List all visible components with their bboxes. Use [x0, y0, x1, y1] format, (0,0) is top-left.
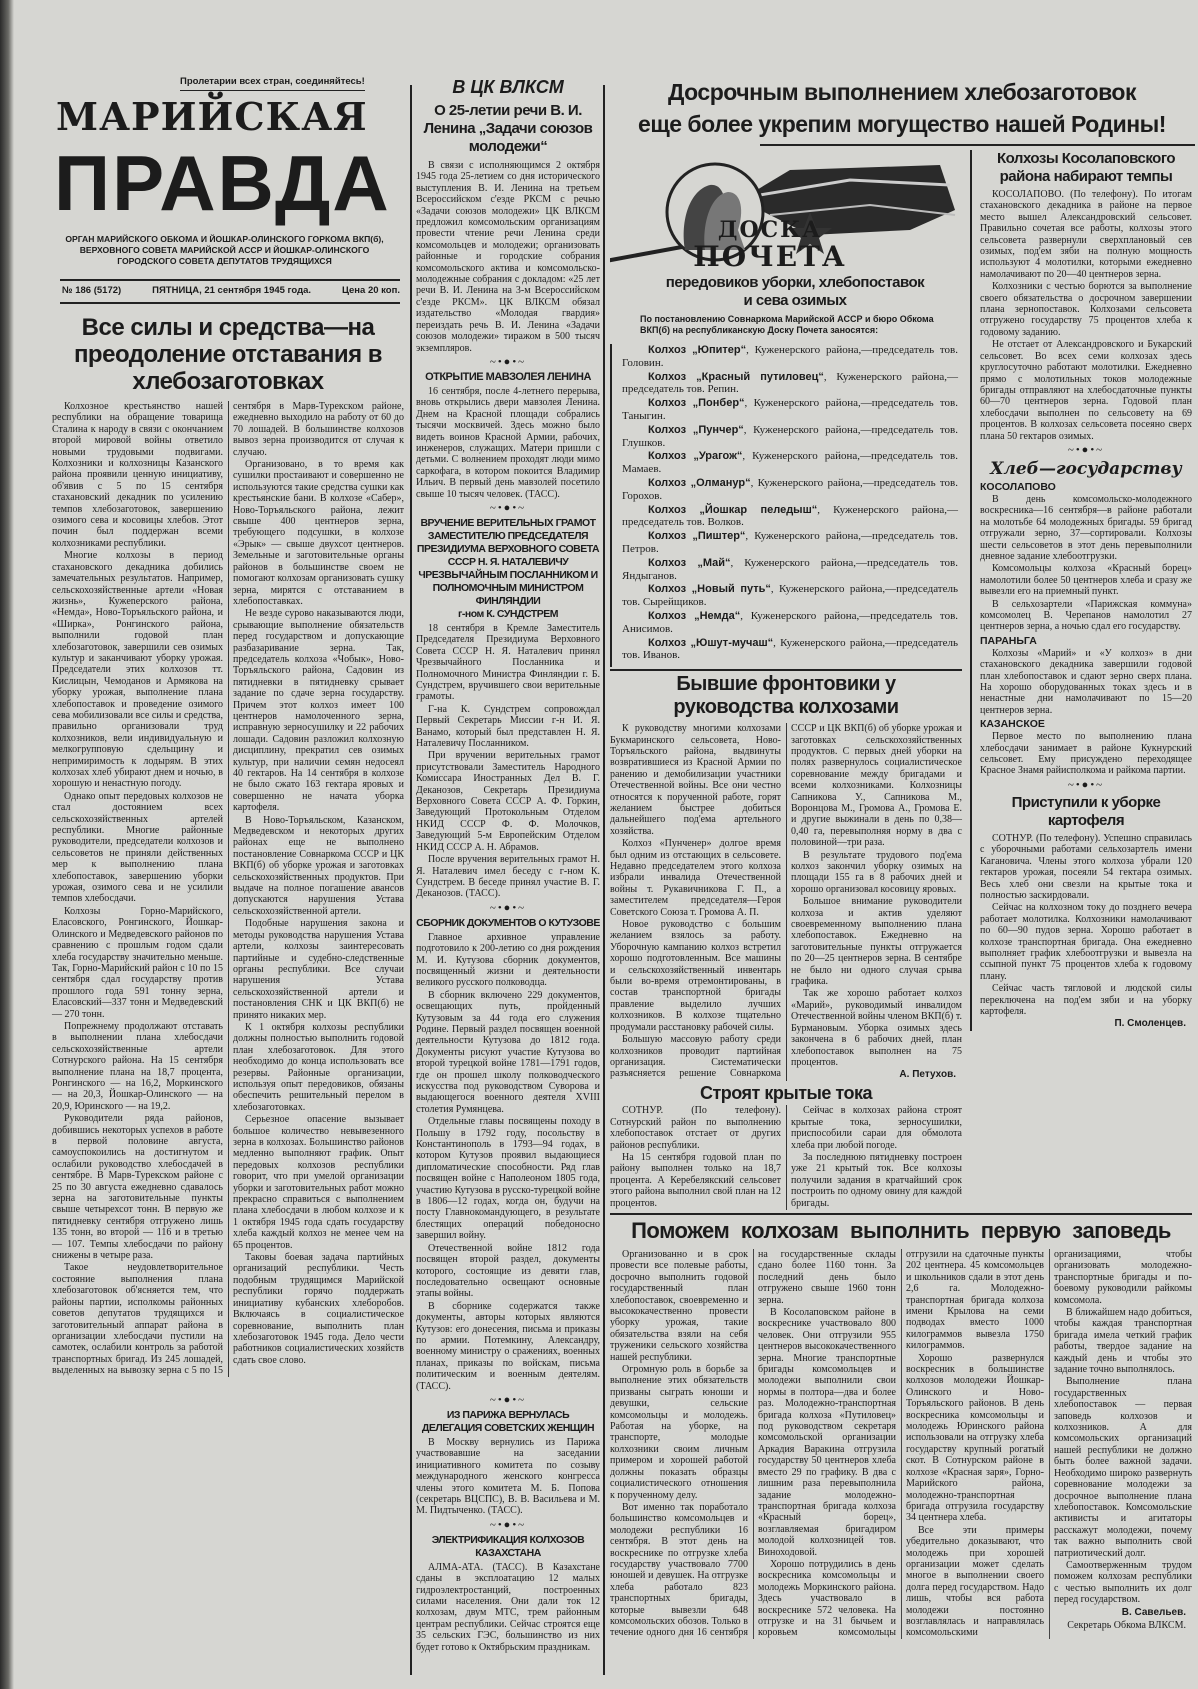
price: Цена 20 коп. [341, 285, 400, 296]
honor-board-list [610, 344, 962, 667]
kolkhoz-name: Колхоз „Май“ [648, 556, 731, 569]
paragraph: К руководству многими колхозами Букмаринского сельсовета, Ново-Торъяльского района, выдвинуты возвратившиеся из Красной Армии по ранению и демобилизации участники Отечественной войны. Все они честно относятся к порученной работе, горят желанием быстрее добиться дальнейшего под'ема артельного хозяйства. [610, 723, 781, 837]
kolkhoz-details: , Кужeнерского района,—председатель тов. Глушков. [622, 423, 959, 449]
paragraph: Хорошо развернулся воскресник в большинстве колхозов молодежи Йошкар-Олинского и Ново-Торъяльского районов. В день воскресника комсомольцы и молодежь Юринского района использовали на отгрузку хлеба государству крупный рогатый скот. В Сотнурском районе в колхозе «Красная заря», Горно-Марийского района, молодежно-транспортная бригада отгрузила государству 34 центнера хлеба. [906, 1352, 1044, 1524]
paragraph: Колхозное крестьянство нашей республики на обращение товарища Сталина к народу в связи с окончанием второй мировой войны ответило новыми трудовыми подвигами. Колхозники и колхозницы Казанского района проявили ценную инициативу, об'явив с 5 по 15 сентября стахановский декадник по усилению темпов хлебозаготовок, завершению озимого сева и косовицы хлебов. Этот почин был поддержан всеми колхозниками республики. [52, 401, 223, 549]
paragraph: Колхозы «Марий» и «У колхоз» в дни стахановского декадника завершили годовой план хлебопоставок и сдают зерно сверх плана. На хорошо оборудованных токах здесь и в ненастные дни намолачивают по 15—20 центнеров зерна. [980, 647, 1192, 716]
issue-number: № 186 (5172) [62, 285, 122, 296]
kolkhoz-name: Колхоз „Йошкар пеледыш“ [648, 503, 818, 516]
paragraph: Так же хорошо работает колхоз «Марий», руководимый инвалидом Отечественной войны членом ВКП(б) т. Бурмановым. Уборка озимых здесь закончена в 6 рабочих дней, план хлебопоставок выполнен на 75 процентов. [791, 988, 962, 1068]
paragraph: При вручении верительных грамот присутствовали Заместитель Народного Комиссара Иностранных Дел В. Г. Деканозов, Секретарь Президиума Верховного Совета СССР А. Ф. Горкин, Заведующий Протокольным Отделом НКИД СССР Ф. Ф. Молочков, Заведующий 5-м Европейским Отделом НКИД СССР А. Н. Абрамов. [416, 750, 600, 853]
paragraph: В сельхозартели «Парижская коммуна» комсомолец В. Черепанов намолотил 27 центнеров зерна, а ночью сдал его государству. [980, 598, 1192, 633]
article-body [610, 723, 962, 1081]
dateline: КАЗАНСКОЕ [980, 718, 1045, 731]
kolkhoz-name: Колхоз „Пунчер“ [648, 423, 744, 436]
kolkhoz-details: , Кужeнерского района,—председатель тов. Мамаев. [622, 450, 958, 476]
honor-board-entry [622, 557, 958, 583]
honor-board-entry [622, 450, 958, 476]
signature-name: В. Савельев. [1121, 1606, 1186, 1618]
paragraph: Новое руководство с большим желанием взялось за работу. Уборочную кампанию колхоз встретил хорошо подготовленным. Все машины и сельскохозяйственный инвентарь были во-время отремонтированы, в состав транспортной бригады правление выделило лучших колхозников. В колхозе тщательно продумали расстановку рабочей силы. [610, 919, 781, 1033]
paragraph: СОТНУР. (По телефону). Успешно справилась с уборочными работами сельхозартель имени Кагановича. Члены этого колхоза убрали 120 гектаров урожая, посеяли 54 гектара озимых. Весь хлеб они свезли на крытые тока и полностью заскирдовали. [980, 832, 1192, 901]
paragraph: Комсомольцы колхоза «Красный борец» намолотили более 50 центнеров хлеба и сразу же вывезли его на приемный пункт. [980, 563, 1192, 598]
paragraph: Большое внимание руководители колхоза и актив уделяют своевременному выполнению плана хлебопоставок. Ежедневно на заготовительные пункты отгружается по 20—25 центнеров зерна. В сентябре не было ни одного случая срыва графика. [791, 896, 962, 988]
article-title: Поможем колхозам выполнить первую заповедь [631, 1217, 1171, 1243]
paragraph: 18 сентября в Кремле Заместитель Председателя Президиума Верховного Совета СССР Н. Я. Наталевич принял Чрезвычайного Посланника и Полномочного Министра Финляндии г. Б. Сундстрем, вручившего свои верительные грамоты. [416, 622, 600, 703]
center-stack [610, 150, 962, 1210]
honor-board-subtitle: передовиков уборки, хлебопоставок и сева озимых [665, 274, 925, 309]
middle-column [416, 74, 600, 1654]
paragraph: В сборник включено 229 документов, освещающих путь, пройденный Кутузовым за 44 года его служения Родине. Первый раздел посвящен военной деятельности Кутузова до 1812 года. Документы рисуют участие Кутузова во второй турецкой войне 1781—1791 годов, где он прошел школу полководческого искусства под руководством Суворова и выдающегося военного деятеля XVIII столетия Румянцева. [416, 989, 600, 1115]
paragraph: Все эти примеры убедительно доказывают, что молодежь при хорошей организации может сделать многое в выполнении своего долга перед государством. Надо лишь, чтобы вся работа молодежи постоянно возглавлялась и направлялась комсомольскими организациями, чтобы организовать молодежно-транспортные бригады и по-боевому руководили райкомы комсомола. [906, 1248, 1192, 1639]
article-title: Строят крытые тока [699, 1083, 873, 1104]
kolkhoz-details: , Кужeнерского района,—председатель тов. Иванов. [622, 636, 958, 662]
column-rule [410, 85, 412, 1675]
paragraph: После вручения верительных грамот Н. Я. Наталевич имел беседу с г-ном К. Сундстрем. В беседе принял участие В. Г. Деканозов. (ТАСС). [416, 854, 600, 900]
article-title: Колхозы Косолаповского района набирают темпы [996, 150, 1176, 185]
paragraph: Однако опыт передовых колхозов не стал достоянием всех сельскохозяйственных артелей республики. Многие районные руководители, председатели колхозов и сельсоветов не приняли действенных мер к выполнению плана хлебопоставок, завершению уборки урожая, озимого сева и не усилили темпов хлебосдачи. [52, 790, 223, 905]
paragraph: Вот именно так поработало большинство комсомольцев и молодежи республики 16 сентября. В этот день на воскреснике по отгрузке хлеба государству участвовало 7700 юношей и девушек. На отгрузке хлеба работало 823 транспортных бригады, которые вывезли 648 комсомольских обозов. Только в течение одного дня 16 сентября на государственные склады сдано более 1160 тонн. За последний день было отгружено свыше 1960 тонн зерна. [610, 1248, 896, 1639]
paragraph: В день комсомольско-молодежного воскресника—16 сентября—в районе работали на молотьбе 64 молодежных бригады. 59 бригад отгружали зерно, 37—сортировали. Колхозы шести сельсоветов в этот день перевыполнили дневное задание хлебоотгрузки. [980, 493, 1192, 562]
kolkhoz-name: Колхоз „Юпитер“ [648, 344, 747, 356]
ornament: ~•●•~ [489, 501, 527, 514]
paragraph: Г-на К. Сундстрем сопровождал Первый Секретарь Миссии г-н И. Я. Ванамо, который был представлен Н. Я. Наталевичу Посланником. [416, 703, 600, 750]
column-rule [603, 85, 605, 1675]
honor-board-entry [622, 477, 958, 503]
right-section [610, 150, 1192, 1639]
paragraph: Выполнение плана государственных хлебопоставок — первая заповедь колхозов и колхозников. А для комсомольских организаций нашей республики не должно быть более важной задачи. Необходимо широко развернуть соревнование молодежи за досрочное выполнение плана хлебопоставок. Комсомольские активисты и агитаторы расскажут молодежи, почему так важно выполнить свой патриотический долг. [1054, 1376, 1192, 1559]
publisher-organ: ОРГАН МАРИЙСКОГО ОБКОМА И ЙОШКАР-ОЛИНСКОГО ГОРКОМА ВКП(б), ВЕРХОВНОГО СОВЕТА МАРИЙСКОЙ АССР И ЙОШКАР-ОЛИНСКОГО ГОРОДСКОГО СОВЕТА ДЕПУТАТОВ ТРУДЯЩИХСЯ [65, 234, 384, 266]
kolkhoz-name: Колхоз „Олмaнур“ [648, 476, 751, 489]
paragraph: Самоотверженным трудом поможем колхозам республики с честью выполнить их долг перед государством. [1054, 1559, 1192, 1606]
paragraph: Первое место по выполнению плана хлебосдачи занимает в районе Кукнурский сельсовет. Ему присуждено переходящее Красное Знамя райисполкома и райкома партии. [980, 731, 1192, 777]
threshing-floors-article [610, 1083, 962, 1210]
kolkhoz-details: , Кужeнерского района,—председатель тов. Головин. [622, 344, 958, 369]
honor-board-title-line2: ПОЧЕТА [693, 240, 847, 273]
first-commandment-article [610, 1213, 1192, 1639]
article-title: О 25-летии речи В. И. Ленина „Задачи союзов молодежи“ [423, 102, 593, 155]
paragraph: Такое неудовлетворительное состояние выполнения плана хлебозаготовок об'ясняется тем, что районы партии, исполкомы районных советов депутатов трудящихся и заготовительный аппарат района в организации хлебосдачи пустили на самотек, ослабили контроль за работой транспортных бригад. Из 245 лошадей, выделенных на вывозку зерна с 5 по 15 сентября в Марв-Турекском районе, ежедневно выходило на работу от 60 до 70 лошадей. В большинстве колхозов вывоз зерна производится от случая к случаю. [52, 401, 404, 1377]
article-title: ИЗ ПАРИЖА ВЕРНУЛАСЬ ДЕЛЕГАЦИЯ СОВЕТСКИХ ЖЕНЩИН [421, 1408, 595, 1434]
paragraph: В Косолаповском районе в воскреснике участвовало 800 человек. Они отгрузили 955 центнеров высококачественного зерна. Многие транспортные бригады комсомольцев и молодежи выполнили свои нормы в полтора—два и более раз. Молодежно-транспортная бригада колхоза «Путиловец» под руководством секретаря комсомольской организации Аркадия Варакина отгрузила государству 50 центнеров хлеба вместо 29 по графику. В два с лишним раза перевыполнила задание молодежно-транспортная бригада колхоза «Красный борец», возглавляемая бригадиром молодой колхозницей тов. Виноходовой. [758, 1307, 896, 1558]
honor-board [610, 150, 962, 667]
paragraph: В сборнике содержатся также документы, авторы которых являются Кутузов: его донесения, письма и приказы по армии. Потемкину, Александру, военному министру о сражениях, военных планах, приказы по войскам, письма политическим и военным деятелям. (ТАСС). [416, 1300, 600, 1392]
ornament: ~•●•~ [489, 901, 527, 914]
paragraph: В ближайшем надо добиться, чтобы каждая транспортная бригада имела четкий график работы, твердое задание на каждый день и чтобы это задание точно выполнялось. [1054, 1307, 1192, 1376]
honor-board-entry [622, 397, 958, 423]
paragraph: Попрежнему продолжают отставать в выполнении плана хлебосдачи сельскохозяйственные артели Сотнурского района. На 15 сентября выполнение плана на 18,7 процента, Ронгинского — на 16,2, Моркинского — на 20,3, Йошкар-Олинского — на 20,9, Юринского — на 19,2. [52, 1020, 223, 1112]
paragraph: Организованно и в срок провести все полевые работы, досрочно выполнить годовой государственный план хлебопоставок, своевременно и высококачественно провести уборку урожая, такие обязательства взяли на себя труженики сельского хозяйства нашей республики. [610, 1248, 748, 1363]
section-heading: В ЦК ВЛКСМ [452, 77, 564, 97]
signature-title: Секретарь Обкома ВЛКСМ. [1067, 1619, 1186, 1631]
paragraph: Главное архивное управление подготовило к 200-летию со дня рождения М. И. Кутузова сборник документов, посвященный жизни и деятельности великого русского полководца. [416, 931, 600, 989]
kolkhoz-details: , Кужeнерского района,—председатель тов. Волков. [622, 503, 958, 529]
paragraph: Многие колхозы в период стахановского декадника добились замечательных результатов. Например, сельскохозяйственные артели «Новая жизнь», Кужenерского района, «Немда», Ново-Торъяльского района, и «Шиpкa», Ронгинского района, выполнили годовой план хлебозаготовок, завершили сев озимых культур и заканчивают уборку урожая. Председатели этих колхозов тт. Кислицын, Чемоданов и Армякова на уборку урожая, выполнение плана хлебопоставок и проведение озимого сева мобилизовали все силы и средства, правильно организовали труд колхозников, вели индивидуальную и мелкогрупповую сдельщину и непримиримость к лодырям. В этих колхозах хлеб убирают днем и ночью, в хорошую и ненастную погоду. [52, 550, 223, 790]
honor-board-entry [622, 530, 958, 556]
article-body [980, 481, 1192, 777]
ornament: ~•●•~ [1067, 778, 1105, 791]
paragraph: АЛМА-АТА. (ТАСС). В Казахстане сданы в эксплоатацию 12 малых гидроэлектростанций, построенных силами населения. Они дали ток 12 колхозам, двум МТС, трем районным центрам республики. Сейчас строятся еще 35 сельских ГЭС, большинство из них будет готово к Октябрьским праздникам. [416, 1561, 600, 1653]
paragraph: В связи с исполняющимся 2 октября 1945 года 25-летием со дня исторического выступления В. И. Ленина на третьем Всероссийском с'езде РКСМ с речью «Задачи союзов молодежи» ЦК ВЛКСМ предложил комсомольским организациям провести чтение речи Ленина среди комсомольцев и молодежи; организовать районные и городские собрания комсомольского актива и комсомольско-молодежные собрания с докладом: «25 лет речи В. И. Ленина на 3-м Всероссийском с'езде РКСМ». ЦК ВЛКСМ обязал издательство «Молодая гвардия» переиздать речь В. И. Ленина «Задачи союзов молодежи» тиражом в 500 тысяч экземпляров. [416, 160, 600, 354]
honor-board-title [670, 218, 870, 272]
paragraph: В Москву вернулись из Парижа участвовавшие на заседании инициативного комитета по созыву международного женского конгресса члены этого комитета М. Б. Попова (секретарь ВЦСПС), В. В. Васильева и М. М. Пидтыченко. (ТАСС). [416, 1436, 600, 1517]
paragraph: Сейчас часть тягловой и людской силы переключена на под'ем зяби и на уборку картофеля. [980, 983, 1192, 1017]
kolkhoz-name: Колхоз „Новый путь“ [648, 583, 771, 596]
scan-edge [0, 0, 14, 1689]
paragraph: Не везде сурово наказываются люди, срывающие выполнение обязательств перед государством и допускающие разбазаривание зерна. Так, председатель колхоза «Чобык», Ново-Торъяльского района, Садовин из пятидневки в пятидневку срывает задание по сдаче зерна государству. Причем этот колхоз имеет 100 центнеров намолоченного зерна, исправную зерносушилку и 22 рабочих лошади. Садовин разложил колхозную дисциплину, прекратил сев озимых культур, при наличии семян недосеял 40 гектаров. На 14 сентября в колхозе не было сжато 163 гектара яровых и совершенно не начата уборка картофеля. [233, 608, 404, 814]
signature: А. Петухов. [899, 1069, 956, 1081]
paragraph: Сейчас на колхозном току до позднего вечера работает молотилка. Колхозники намолачивают по 60—90 пудов зерна. Хорошо работает в колхозе транспортная бригада. Она ежедневно выполняет график хлебоотгрузки и вывезла на ссыпной пункт 75 процентов хлеба к годовому плану. [980, 902, 1192, 982]
article-title: ОТКРЫТИЕ МАВЗОЛЕЯ ЛЕНИНА [425, 370, 591, 383]
kolkhoz-details: , Кужeнерского района,—председатель тов. Петров. [622, 530, 958, 555]
kolkhoz-name: Колхоз „Понбер“ [648, 397, 745, 410]
paragraph: Подобные нарушения закона и методы руководства нарушения Устава артели, колхозы заинтересовать партийные и судебно-следственные органы республики. Все случаи нарушения Устава сельскохозяйственной артели и постановления СНК и ЦК ВКП(б) не принято никаких мер. [233, 918, 404, 1021]
paragraph: К 1 октября колхозы республики должны полностью выполнить годовой план хлебозаготовок. Для этого необходимо до конца использовать все резервы. Районные организации, используя опыт передовиков, обязаны обеспечить решительный перелом в хлебозаготовках. [233, 1021, 404, 1113]
paragraph: Большую массовую работу среди колхозников проводит партийная организация. Систематически разъясняется решение Совнаркома СССР и ЦК ВКП(б) об уборке урожая и заготовках сельскохозяйственных продуктов. С первых дней уборки на полях развернулось социалистическое соревнование между бригадами и всеми колхозниками. Колхозницы Сапникова У., Сапникова М., Воронцова М., Громова А., Громова Е. и другие выжинали в день по 0,38—0,40 га, перевыполняя норму в два с половиной—три раза. [610, 723, 962, 1080]
paragraph: Хорошо потрудились в день воскресника комсомольцы и молодежь Моркинского района. Здесь участвовало в воскреснике 572 человека. На отгрузке и на 31 бычьем и коровьем комсомольцы отгрузили на сдаточные пункты 202 центнера. 45 комсомольцев и школьников сдали в этот день 2,6 га. Молодежно-транспортная бригада колхоза имени Крылова на семи подводах вместо 1000 килограммов вывезла 1750 килограммов. [758, 1248, 1044, 1639]
paragraph: Колхозники с честью борются за выполнение своего обязательства о досрочном завершении плана зернопоставок. Колхозами сельсовета отгружено государству 75 процентов хлеба к годовому заданию. [980, 281, 1192, 338]
divider [60, 279, 400, 281]
lead-article-title: Все силы и средства—на преодоление отставания в хлебозаготовках [73, 314, 383, 395]
lead-article-body [52, 401, 404, 1377]
dateline: ПАРАНЬГА [980, 634, 1037, 647]
kolkhoz-details: , Кужeнерского района,—председатель тов. Горохов. [622, 476, 958, 502]
honor-board-entry [622, 424, 958, 450]
right-column [970, 150, 1192, 1031]
banner-line-2: еще более укрепим могущество нашей Родины! [638, 111, 1166, 137]
ornament: ~•●•~ [489, 355, 527, 368]
kolkhoz-name: Колхоз „Пиштер“ [648, 530, 746, 543]
honor-board-entry [622, 583, 958, 609]
ornament: ~•●•~ [1067, 443, 1105, 456]
paragraph: Не отстает от Александровского и Букарский сельсовет. Во всех семи колхозах здесь круглосуточно работают молотилки. Ежедневно прямо с молотильных токов молодежные бригады отправляют на хлебосдаточные пункты 60—70 центнеров зерна. Годовой план хлебосдачи выполнен по сельсовету на 69 процентов. В колхозах сельсовета посеяно сверх плана 50 гектаров озимых. [980, 339, 1192, 442]
article-body [610, 1249, 1192, 1639]
kolkhoz-name: Колхоз „Юшут-мучаш“ [648, 636, 774, 649]
paragraph: В Ново-Торъяльском, Казанском, Медведевском и некоторых других районах еще не выполнено постановление Совнаркома СССР и ЦК ВКП(б) об уборке урожая и заготовках сельскохозяйственных продуктов. При выдаче на полное погашение авансов допускаются нарушения Устава сельскохозяйственной артели. [233, 814, 404, 917]
paragraph: КОСОЛАПОВО. (По телефону). По итогам стахановского декадника в районе на первое место вышел Александровский сельсовет. Правильно сочетая все работы, колхозы этого сельсовета развернули сверхплановый сев озимых, под'ем зяби на полную мощность используют 4 молотилки, которыми ежедневно намолачивают по 20—40 центнеров зерна. [980, 189, 1192, 280]
kolkhoz-name: Колхоз „Немда“ [648, 609, 741, 622]
slogan: Пролетарии всех стран, соединяйтесь! [180, 76, 365, 91]
ornament: ~•●•~ [489, 1393, 527, 1406]
article-title: Приступили к уборке картофеля [1011, 793, 1161, 829]
paragraph: Сейчас в колхозах района строят крытые тока, зерносушилки, приспособили сараи для обмолота хлеба при любой погоде. [791, 1105, 962, 1151]
lead-article [52, 312, 404, 1377]
paragraph: Руководители ряда районов, добившись некоторых успехов в работе в первой половине августа, самоуспокоились на достигнутом и ослабили руководство хлебосдачей в сентябре. В Марв-Турекском районе с 25 по 30 августа ежедневно сдавалось зерна на заготовительные пункты свыше четырехсот тонн. В первую же пятидневку сентября отгружено лишь 135 тонн, во второй — 116 и в третью — 107. Темпы хлебосдачи по району снижены в четыре раза. [52, 1113, 223, 1262]
honor-board-entry [622, 344, 958, 370]
dateline: КОСОЛАПОВО [980, 480, 1056, 493]
banner-headline [608, 76, 1196, 140]
honor-board-header [610, 150, 962, 344]
honor-board-entry [622, 610, 958, 636]
paragraph: Отечественной войне 1812 года посвящен второй раздел, документы которого, состоящие из девяти глав, последовательно освещают основные этапы войны. [416, 1242, 600, 1300]
issue-date: ПЯТНИЦА, 21 сентября 1945 года. [152, 285, 312, 296]
article-title: Хлеб—государству [990, 458, 1182, 479]
kolkhoz-details: , Кужeнерского района,—председатель тов. Яндыганов. [622, 556, 958, 582]
newspaper-title-line1: МАРИЙСКАЯ [56, 94, 368, 139]
honor-board-intro: По постановлению Совнаркома Марийской АССР и бюро Обкома ВКП(б) на республиканскую Доску Почета заносятся: [640, 314, 934, 335]
honor-board-entry [622, 371, 958, 397]
kolkhoz-name: Колхоз „Урагож“ [648, 450, 743, 463]
article-title: Бывшие фронтовики у руководства колхозами [673, 673, 899, 719]
paragraph: Огромную роль в борьбе за выполнение этих обязательств призваны сыграть юноши и девушки, сельские комсомольцы и молодежь. Работая на уборке, на транспорте, молодые колхозники своим личным примером и хорошей работой должны показать образцы социалистического отношения к порученному делу. [610, 1364, 748, 1501]
paragraph: СОТНУР. (По телефону). Сотнурский район по выполнению хлебопоставок отстает от других районов республики. [610, 1105, 781, 1151]
banner-line-1: Досрочным выполнением хлебозаготовок [667, 79, 1136, 105]
newspaper-title-line2: ПРАВДА [54, 139, 391, 227]
divider [60, 302, 400, 304]
article-title: СБОРНИК ДОКУМЕНТОВ О КУТУЗОВЕ [416, 916, 600, 929]
veterans-article [610, 669, 962, 1081]
article-subtitle: г-ном К. СУНДСТРЕМ [458, 607, 558, 620]
article-title: ЭЛЕКТРИФИКАЦИЯ КОЛХОЗОВ КАЗАХСТАНА [431, 1533, 585, 1559]
ornament: ~•●•~ [489, 1518, 527, 1531]
kolkhoz-details: , Кужeнерского района,—председатель тов. Репин. [622, 370, 958, 396]
issue-line [62, 285, 400, 297]
kolkhoz-name: Колхоз „Красный путиловец“ [648, 370, 824, 383]
paragraph: За последнюю пятидневку построен уже 21 крытый ток. Все колхозы получили задания в кратчайший срок построить по одному овину для каждой бригады. [791, 1151, 962, 1209]
paragraph: В результате трудового под'ема колхоз закончил уборку озимых на площади 155 га в 8 рабочих дней и хорошо организовал косовицу яровых. [791, 849, 962, 895]
honor-board-title-line1: ДОСКА [717, 217, 823, 243]
article-body [610, 1105, 962, 1210]
honor-board-entry [622, 504, 958, 530]
paragraph: На 15 сентября годовой план по району выполнен только на 18,7 процента. А Керебелякский сельсовет этого района выполнил свой план на 12 процентов. [610, 1151, 781, 1209]
kolkhoz-details: , Кужeнерского района,—председатель тов. Анисимов. [622, 609, 959, 635]
paragraph: Серьезное опасение вызывает большое количество невывезенного зерна в колхозах. Большинство районов медленно выполняют график. Опыт передовых колхозов республики говорит, что при умелой организации уборки и заготовительных работ можно прекрасно справиться с выполнением плана хлебосдачи в любом колхозе и к 1 октября 1945 года сдать государству хлеба каждый колхоз не менее чем на 65 процентов. [233, 1114, 404, 1251]
kolkhoz-details: , Кужeнерского района,—председатель тов. Сырейщиков. [622, 583, 958, 609]
masthead [50, 72, 405, 312]
paragraph: Отдельные главы посвящены походу в Польшу в 1792 году, посольству в Константинополь в 1793—94 годах, в котором Кутузов проявил выдающиеся дипломатические способности. Ряд глав посвящен войне с Наполеоном 1805 года, участию Кутузова в русско-турецкой войне в 1806—12 годах, когда он, будучи на посту Главнокомандующего, в результате блестящих операций победоносно завершил войну. [416, 1116, 600, 1242]
paragraph: Колхоз «Пунченер» долгое время был одним из отстающих в сельсовете. Недавно председателем этого колхоза избрали инвалида Отечественной войны т. Рукавичникова Г. П., а заместителем председателя—Героя Советского Союза т. Громова А. П. [610, 838, 781, 918]
honor-board-entry [622, 637, 958, 663]
signature: П. Смоленцев. [1114, 1018, 1186, 1030]
divider [760, 144, 1195, 146]
article-title: ВРУЧЕНИЕ ВЕРИТЕЛЬНЫХ ГРАМОТ ЗАМЕСТИТЕЛЮ ПРЕДСЕДАТЕЛЯ ПРЕЗИДИУМА ВЕРХОВНОГО СОВЕТА СССР Н. Я. НАТАЛЕВИЧУ ЧРЕЗВЫЧАЙНЫМ ПОСЛАННИКОМ И ПОЛНОМОЧНЫМ МИНИСТРОМ ФИНЛЯНДИИ [416, 516, 600, 607]
paragraph: 16 сентября, после 4-летнего перерыва, вновь открылись двери мавзолея Ленина. Днем на Красной площади собрались тысячи москвичей. Здесь можно было видеть воинов Красной Армии, рабочих, инженеров, служащих. Матери пришли с детьми. С волнением проходят люди мимо саркофага, в котором покоится Владимир Ильич. В первый день мавзолей посетило свыше 10 тысяч человек. (ТАСС). [416, 385, 600, 500]
paragraph: Организовано, в то время как сушилки простаивают и совершенно не используются такие средства сушки как крестьянские бани. В колхозе «Сабер», Ново-Торъяльского района, лежит свыше 400 центнеров зерна, требующего подсушки, в колхозе «Эрык» — свыше двухсот центнеров. Земельные и заготовительные органы районов в большинстве своем не помогают колхозам организовать сушку зерна, мирятся с отставанием в хлебопоставках. [233, 459, 404, 607]
kolkhoz-details: , Кужeнерского района,—председатель тов. Таныгин. [622, 397, 958, 422]
paragraph: Таковы боевая задача партийных организаций республики. Честь подобным трудящимся Марийской республики горячо поддержать инициативу кубанских хлеборобов. Включаясь в социалистическое соревнование, выполнить план хлебозаготовок 1945 года. Дело чести работников социалистических хозяйств сдать свое слово. [233, 1252, 404, 1366]
right-section-top [610, 150, 1192, 1210]
paragraph: Колхозы Горно-Марийского, Еласовского, Ронгинского, Йошкар-Олинского и Медведевского районов по сравнению с прошлым годом сдали хлеба государству значительно меньше. Так, Горно-Марийский район с 10 по 15 сентября сдал государству против прошлого года 591 тонну зерна, Еласовский—337 тонн и Медведевский — 270 тонн. [52, 905, 223, 1020]
